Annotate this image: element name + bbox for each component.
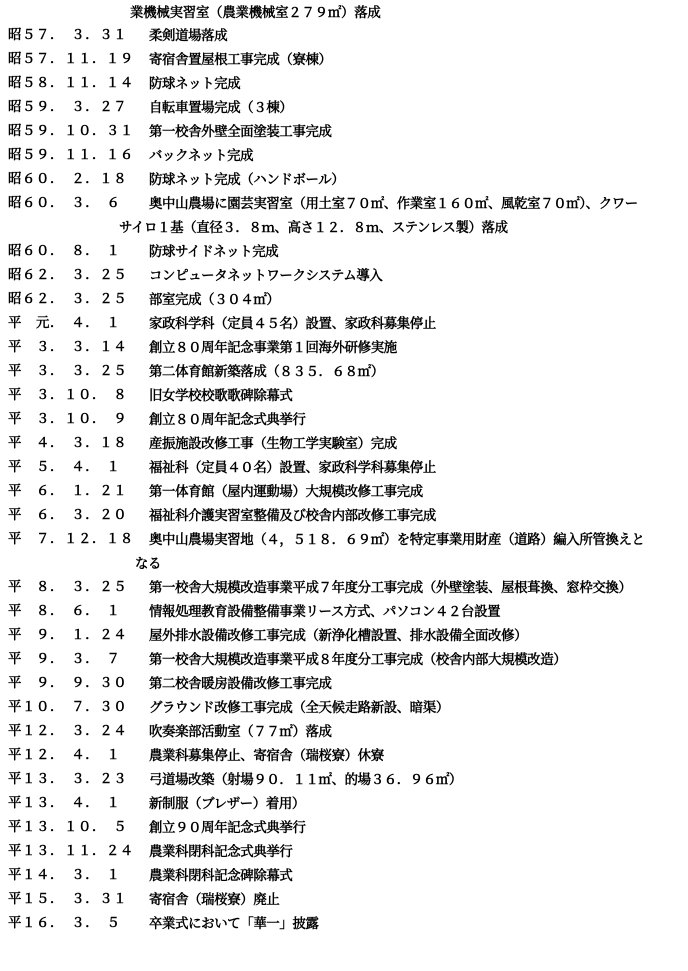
entry-date: 平 ７．１２．１８ [8, 531, 134, 547]
chronology-entry [0, 912, 688, 936]
entry-text-line: コンピュータネットワークシステム導入 [149, 268, 383, 284]
entry-text-line: バックネット完成 [149, 148, 254, 164]
entry-date: 昭６０． ８． １ [8, 243, 121, 259]
entry-date: 昭５９．１１．１６ [8, 147, 134, 163]
entry-text [149, 48, 684, 72]
entry-text-line: 新制服（ブレザー）着用） [149, 796, 305, 812]
entry-date: 平１６． ３． ５ [8, 915, 121, 931]
entry-text-line: グラウンド改修工事完成（全天候走路新設、暗渠） [149, 700, 449, 716]
entry-date: 平１３．１０． ５ [8, 819, 128, 835]
entry-text [149, 24, 684, 48]
chronology-list [0, 24, 688, 936]
entry-text-line: 寄宿舎置屋根工事完成（寮棟） [149, 52, 332, 68]
entry-date: 平 ８． ６． １ [8, 603, 121, 619]
entry-text [149, 888, 684, 912]
entry-date: 平１３． ４． １ [8, 795, 121, 811]
chronology-entry [0, 840, 688, 864]
entry-text-line: 第一校舎大規模改造事業平成８年度分工事完成（校舎内部大規模改造） [149, 652, 567, 668]
entry-date: 平 ３． ３．２５ [8, 363, 128, 379]
entry-text [149, 648, 684, 672]
chronology-entry [0, 384, 688, 408]
entry-text [149, 432, 684, 456]
entry-date: 平 ３．１０． ９ [8, 411, 128, 427]
entry-date: 昭５８．１１．１４ [8, 75, 134, 91]
entry-text [149, 96, 684, 120]
chronology-entry [0, 720, 688, 744]
entry-text-line: 農業科閉科記念碑除幕式 [149, 868, 293, 884]
entry-text-line: 寄宿舎（瑞桜寮）廃止 [149, 892, 280, 908]
entry-date: 平 ３．１０． ８ [8, 387, 128, 403]
entry-date: 平１２． ３．２４ [8, 723, 128, 739]
chronology-entry [0, 480, 688, 504]
entry-text [149, 336, 684, 360]
chronology-entry [0, 24, 688, 48]
entry-text-line: 創立９０周年記念式典挙行 [149, 820, 306, 836]
chronology-entry [0, 600, 688, 624]
entry-date: 昭５９．１０．３１ [8, 123, 134, 139]
entry-text [149, 792, 684, 816]
entry-text [149, 360, 684, 384]
entry-text [149, 264, 684, 288]
entry-text-line: 福祉科（定員４０名）設置、家政科学科募集停止 [149, 460, 436, 476]
chronology-entry [0, 456, 688, 480]
entry-date: 昭５７．１１．１９ [8, 51, 134, 67]
entry-text [149, 480, 684, 504]
entry-text [149, 840, 684, 864]
entry-text [149, 696, 684, 720]
entry-text [149, 72, 684, 96]
entry-date: 平 ５． ４． １ [8, 459, 121, 475]
entry-text-line: 部室完成（３０４㎡） [149, 292, 280, 308]
entry-text [149, 240, 684, 264]
chronology-entry [0, 624, 688, 648]
entry-date: 昭６２． ３．２５ [8, 291, 128, 307]
chronology-entry [0, 120, 688, 144]
chronology-entry [0, 408, 688, 432]
entry-text [149, 672, 684, 696]
entry-text-continuation: サイロ１基（直径３．８ｍ、高さ１２．８ｍ、ステンレス製）落成 [119, 220, 508, 236]
entry-text [149, 312, 684, 336]
entry-text-line: 福祉科介護実習室整備及び校舎内部改修工事完成 [149, 508, 436, 524]
chronology-entry [0, 504, 688, 528]
chronology-entry [0, 168, 688, 192]
chronology-entry [0, 144, 688, 168]
entry-text [149, 912, 684, 936]
entry-text-line: 産振施設改修工事（生物工学実験室）完成 [149, 436, 397, 452]
chronology-entry [0, 48, 688, 72]
chronology-entry [0, 72, 688, 96]
entry-text-line: 創立８０周年記念式典挙行 [149, 412, 306, 428]
entry-text-line: 家政科学科（定員４５名）設置、家政科募集停止 [149, 316, 436, 332]
entry-text-line: 情報処理教育設備整備事業リース方式、パソコン４２台設置 [149, 604, 501, 620]
entry-text-line: 第一校舎外壁全面塗装工事完成 [149, 124, 332, 140]
entry-text [149, 504, 684, 528]
entry-date: 平 ９． ９．３０ [8, 675, 128, 691]
entry-text [149, 768, 684, 792]
entry-date: 平 ９． １．２４ [8, 627, 128, 643]
chronology-entry [0, 96, 688, 120]
entry-date: 昭５７． ３．３１ [8, 27, 128, 43]
chronology-entry [0, 576, 688, 600]
entry-text-line: 防球ネット完成（ハンドボール） [149, 172, 345, 188]
entry-date: 平 ９． ３． ７ [8, 651, 121, 667]
entry-date: 平１２． ４． １ [8, 747, 121, 763]
chronology-entry [0, 432, 688, 456]
entry-text [149, 816, 684, 840]
entry-date: 平１３． ３．２３ [8, 771, 128, 787]
entry-text [149, 288, 684, 312]
entry-text-line: 奥中山農場に園芸実習室（用土室７０㎡、作業室１６０㎡、風乾室７０㎡）、クワー [149, 196, 638, 212]
entry-text-line: 奥中山農場実習地（４，５１８．６９㎡）を特定事業用財産（道路）編入所管換えと [149, 532, 645, 548]
entry-text [149, 408, 684, 432]
chronology-entry [0, 672, 688, 696]
entry-text [149, 120, 684, 144]
entry-date: 昭６０． ３． ６ [8, 195, 121, 211]
entry-text [149, 144, 684, 168]
entry-text [149, 720, 684, 744]
entry-date: 平 ６． １．２１ [8, 483, 128, 499]
entry-date: 平 ４． ３．１８ [8, 435, 128, 451]
chronology-entry [0, 240, 688, 264]
entry-text [149, 168, 684, 192]
chronology-entry [0, 264, 688, 288]
entry-text-line: 防球サイドネット完成 [149, 244, 279, 260]
entry-date: 平１０． ７．３０ [8, 699, 128, 715]
entry-text-line: 弓道場改築（射場９０．１１㎡、的場３６．９６㎡） [149, 772, 462, 788]
entry-date: 平１４． ３． １ [8, 867, 121, 883]
entry-text-line: 吹奏楽部活動室（７７㎡）落成 [149, 724, 332, 740]
entry-date: 平１３．１１．２４ [8, 843, 134, 859]
entry-text-line: 農業科閉科記念式典挙行 [149, 844, 293, 860]
chronology-entry [0, 864, 688, 888]
entry-date: 平１５． ３．３１ [8, 891, 128, 907]
entry-text-line: 第二校舎暖房設備改修工事完成 [149, 676, 332, 692]
chronology-entry [0, 744, 688, 768]
entry-date: 平 ８． ３．２５ [8, 579, 128, 595]
entry-date: 平 ６． ３．２０ [8, 507, 128, 523]
chronology-entry [0, 792, 688, 816]
entry-text-line: 創立８０周年記念事業第１回海外研修実施 [149, 340, 397, 356]
entry-text-line: 農業科募集停止、寄宿舎（瑞桜寮）休寮 [149, 748, 384, 764]
entry-text [149, 384, 684, 408]
entry-text-continuation: なる [135, 556, 162, 572]
entry-text [149, 456, 684, 480]
entry-text [149, 624, 684, 648]
chronology-entry [0, 312, 688, 336]
chronology-entry [0, 888, 688, 912]
chronology-entry [0, 192, 688, 240]
entry-text-line: 屋外排水設備改修工事完成（新浄化槽設置、排水設備全面改修） [149, 628, 528, 644]
chronology-entry [0, 696, 688, 720]
entry-date: 平 ３． ３．１４ [8, 339, 128, 355]
entry-text [149, 744, 684, 768]
entry-text-line: 第一校舎大規模改造事業平成７年度分工事完成（外壁塗装、屋根葺換、窓枠交換） [149, 580, 632, 596]
entry-date: 昭６０． ２．１８ [8, 171, 128, 187]
continuation-line: 業機械実習室（農業機械室２７９㎡）落成 [130, 5, 381, 21]
entry-text [119, 192, 684, 240]
entry-text [149, 864, 684, 888]
chronology-entry [0, 288, 688, 312]
entry-text-line: 柔剣道場落成 [149, 28, 228, 44]
entry-text-line: 防球ネット完成 [149, 76, 241, 92]
entry-text-line: 旧女学校校歌歌碑除幕式 [149, 388, 293, 404]
chronology-entry [0, 336, 688, 360]
chronology-entry [0, 816, 688, 840]
entry-text [149, 600, 684, 624]
entry-text [135, 528, 684, 576]
chronology-entry [0, 648, 688, 672]
entry-date: 昭５９． ３．２７ [8, 99, 128, 115]
chronology-entry [0, 360, 688, 384]
entry-date: 昭６２． ３．２５ [8, 267, 128, 283]
entry-text-line: 第二体育館新築落成（８３５．６８㎡） [149, 364, 384, 380]
chronology-entry [0, 768, 688, 792]
entry-text-line: 卒業式において「華一」披露 [149, 916, 319, 932]
entry-text-line: 自転車置場完成（３棟） [149, 100, 293, 116]
entry-text [149, 576, 684, 600]
entry-date: 平 元． ４． １ [8, 315, 121, 331]
entry-text-line: 第一体育館（屋内運動場）大規模改修工事完成 [149, 484, 423, 500]
chronology-entry [0, 528, 688, 576]
